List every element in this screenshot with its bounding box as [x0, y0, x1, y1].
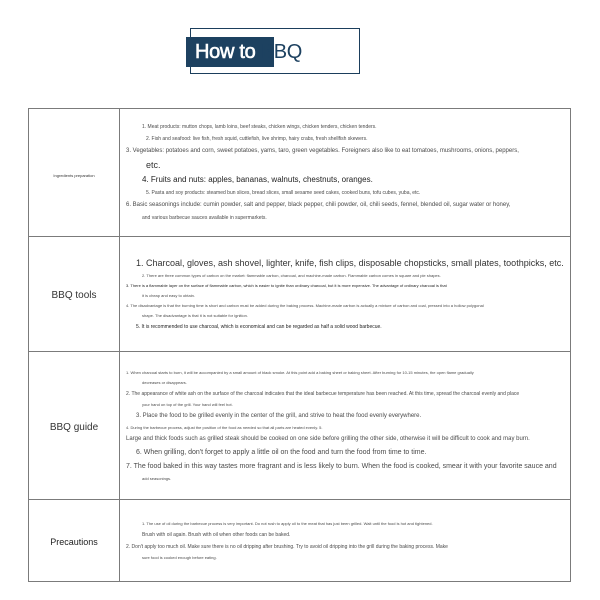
- content-line: 2. The appearance of white ash on the surface of the charcoal indicates that the ideal barbecue temperature has been reached. At this time, spread the charcoal evenly and place: [126, 390, 520, 397]
- content-line: 1. The use of oil during the barbecue process is very important. Do not rush to apply oil to the meat that has just been grilled. Wait until the food is hot and tightened.: [142, 520, 433, 526]
- row-content: [120, 109, 571, 237]
- table-row: [29, 352, 571, 500]
- content-line: 6. Basic seasonings include: cumin powder, salt and pepper, black pepper, chili powder, oil, chili seeds, fennel, blended oil, sugar water or honey,: [126, 202, 511, 208]
- content-line: 2. Fish and seafood: live fish, fresh squid, cuttlefish, live shrimp, hairy crabs, fresh shellfish skewers.: [146, 136, 368, 142]
- content-line: 1. Meat products: mutton chops, lamb loins, beef steaks, chicken wings, chicken tenders, chicken tenders.: [142, 124, 377, 130]
- title-text: [195, 41, 302, 63]
- row-label: BBQ guide: [29, 352, 120, 500]
- content-line: etc.: [146, 160, 161, 170]
- content-line: 3. Place the food to be grilled evenly in the center of the grill, and strive to heat the food evenly everywhere.: [136, 412, 422, 419]
- content-line: 3. There is a flammable layer on the surface of flammable carbon, which is easier to ignite than ordinary charcoal, but it is more expensive. The advantage of ordinary charcoal is that: [126, 282, 447, 288]
- bbq-guide-table: [28, 108, 571, 582]
- content-line: 1. When charcoal starts to burn, it will be accompanied by a small amount of black smoke. At this point add a baking sheet or baking sheet. After burning for 10-15 minutes, the open flame gradually: [126, 369, 474, 375]
- content-line: 5. It is recommended to use charcoal, which is economical and can be regarded as half a solid wood barbecue.: [136, 323, 382, 330]
- content-line: 4. Fruits and nuts: apples, bananas, walnuts, chestnuts, oranges.: [142, 175, 373, 184]
- content-line: sure food is cooked enough before eating.: [142, 554, 217, 560]
- content-line: Brush with oil again. Brush with oil when other foods can be baked.: [142, 531, 291, 538]
- title-part2: BBQ: [255, 41, 303, 63]
- row-content: [120, 352, 571, 500]
- table-row: [29, 237, 571, 352]
- content-line: it is cheap and easy to obtain.: [142, 292, 195, 298]
- content-line: add seasonings.: [142, 475, 172, 481]
- table-row: [29, 500, 571, 582]
- page-title: [186, 28, 362, 76]
- content-line: 3. Vegetables: potatoes and corn, sweet potatoes, yams, taro, green vegetables. Foreigners also like to eat tomatoes, mushrooms, onions, peppers,: [126, 148, 519, 154]
- row-content: [120, 237, 571, 352]
- content-line: 6. When grilling, don't forget to apply a little oil on the food and turn the food from time to time.: [136, 448, 427, 456]
- content-line: Large and thick foods such as grilled steak should be cooked on one side before grilling the other side, otherwise it will be difficult to cook and may burn.: [126, 435, 530, 442]
- content-line: 4. During the barbecue process, adjust the position of the food as needed so that all parts are heated evenly. 5.: [126, 424, 323, 430]
- row-label: BBQ tools: [29, 237, 120, 352]
- content-line: 4. The disadvantage is that the burning time is short and carbon must be added during the baking process. Machine-made carbon is actually a mixture of carbon and coal, pressed into a hollow polygonal: [126, 302, 484, 308]
- row-content: [120, 500, 571, 582]
- table-row: [29, 109, 571, 237]
- content-line: and various barbecue sauces available in supermarkets.: [142, 215, 267, 221]
- content-line: 7. The food baked in this way tastes more fragrant and is less likely to burn. When the food is cooked, smear it with your favorite sauce and: [126, 462, 557, 470]
- content-line: 2. There are three common types of carbon on the market: flammable carbon, charcoal, and machine-made carbon. Flammable carbon comes in square and pie shapes.: [142, 272, 441, 278]
- content-line: your hand on top of the grill. Your hand will feel hot.: [142, 401, 233, 407]
- title-part1: How to: [195, 41, 256, 63]
- content-line: decreases or disappears.: [142, 379, 187, 385]
- content-line: 2. Don't apply too much oil. Make sure there is no oil dripping after brushing. Try to avoid oil dripping into the grill during the baking process. Make: [126, 543, 448, 550]
- content-line: shape. The disadvantage is that it is not suitable for ignition.: [142, 312, 248, 318]
- content-line: 5. Pasta and soy products: steamed bun slices, bread slices, small sesame seed cakes, cooked buns, tofu cubes, yuba, etc.: [146, 190, 421, 196]
- row-label: Precautions: [29, 500, 120, 582]
- row-label: Ingredients preparation: [29, 109, 120, 237]
- content-line: 1. Charcoal, gloves, ash shovel, lighter, knife, fish clips, disposable chopsticks, small plates, toothpicks, etc.: [136, 257, 564, 268]
